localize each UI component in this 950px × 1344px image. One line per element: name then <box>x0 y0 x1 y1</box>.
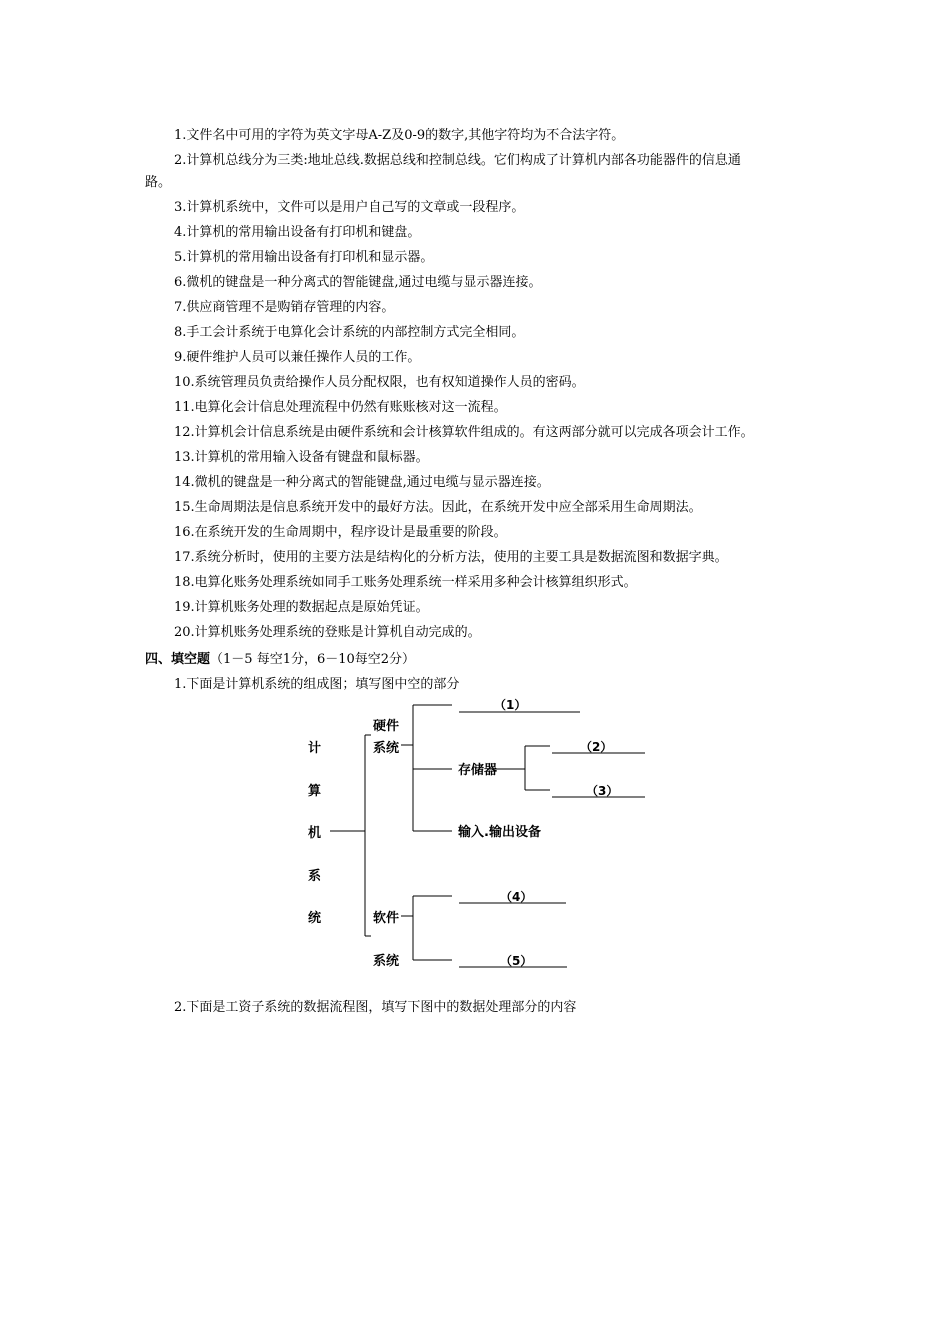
item-text-continuation: 路。 <box>145 175 172 190</box>
item-text: 11.电算化会计信息处理流程中仍然有账账核对这一流程。 <box>174 400 507 415</box>
item-text: 1.文件名中可用的字符为英文字母A-Z及0-9的数字,其他字符均为不合法字符。 <box>174 128 625 143</box>
fill-question-1: 1.下面是计算机系统的组成图；填写图中空的部分 <box>174 677 460 692</box>
item-text: 10.系统管理员负责给操作人员分配权限，也有权知道操作人员的密码。 <box>174 375 585 390</box>
root-char-4: 系 <box>308 869 322 884</box>
item-text: 7.供应商管理不是购销存管理的内容。 <box>174 300 395 315</box>
item-text: 19.计算机账务处理的数据起点是原始凭证。 <box>174 600 429 615</box>
blank-2: （2） <box>580 740 613 754</box>
item-text: 15.生命周期法是信息系统开发中的最好方法。因此，在系统开发中应全部采用生命周期法。 <box>174 500 702 515</box>
software-label-2: 系统 <box>373 954 400 969</box>
item-text: 17.系统分析时，使用的主要方法是结构化的分析方法，使用的主要工具是数据流图和数据字典。 <box>174 550 728 565</box>
section-4-title: 四、填空题 <box>145 652 211 667</box>
blank-4: （4） <box>500 890 533 904</box>
fill-question-2: 2.下面是工资子系统的数据流程图，填写下图中的数据处理部分的内容 <box>174 1000 577 1015</box>
io-label: 输入.输出设备 <box>458 825 541 840</box>
item-text: 4.计算机的常用输出设备有打印机和键盘。 <box>174 225 421 240</box>
hardware-label-2: 系统 <box>373 741 400 756</box>
item-text: 16.在系统开发的生命周期中，程序设计是最重要的阶段。 <box>174 525 507 540</box>
blank-3: （3） <box>586 784 619 798</box>
section-4-note: （1－5 每空1分，6－10每空2分） <box>210 652 416 667</box>
blank-5: （5） <box>500 954 533 968</box>
blank-1: （1） <box>494 698 527 712</box>
item-text: 5.计算机的常用输出设备有打印机和显示器。 <box>174 250 434 265</box>
item-text: 3.计算机系统中，文件可以是用户自己写的文章或一段程序。 <box>174 200 525 215</box>
root-char-3: 机 <box>308 826 322 841</box>
root-char-5: 统 <box>308 911 322 926</box>
software-label-1: 软件 <box>373 911 400 926</box>
item-text: 14.微机的键盘是一种分离式的智能键盘,通过电缆与显示器连接。 <box>174 475 550 490</box>
hardware-label-1: 硬件 <box>373 719 400 734</box>
item-text: 2.计算机总线分为三类:地址总线.数据总线和控制总线。它们构成了计算机内部各功能器件的信息通 <box>174 153 741 168</box>
item-text: 18.电算化账务处理系统如同手工账务处理系统一样采用多种会计核算组织形式。 <box>174 575 637 590</box>
item-text: 8.手工会计系统于电算化会计系统的内部控制方式完全相同。 <box>174 325 525 340</box>
storage-label: 存储器 <box>458 763 498 778</box>
item-text: 12.计算机会计信息系统是由硬件系统和会计核算软件组成的。有这两部分就可以完成各项会计工作。 <box>174 425 754 440</box>
item-text: 13.计算机的常用输入设备有键盘和鼠标器。 <box>174 450 429 465</box>
item-text: 20.计算机账务处理系统的登账是计算机自动完成的。 <box>174 625 481 640</box>
item-text: 9.硬件维护人员可以兼任操作人员的工作。 <box>174 350 421 365</box>
root-char-1: 计 <box>308 741 322 756</box>
item-text: 6.微机的键盘是一种分离式的智能键盘,通过电缆与显示器连接。 <box>174 275 542 290</box>
root-char-2: 算 <box>308 784 322 799</box>
